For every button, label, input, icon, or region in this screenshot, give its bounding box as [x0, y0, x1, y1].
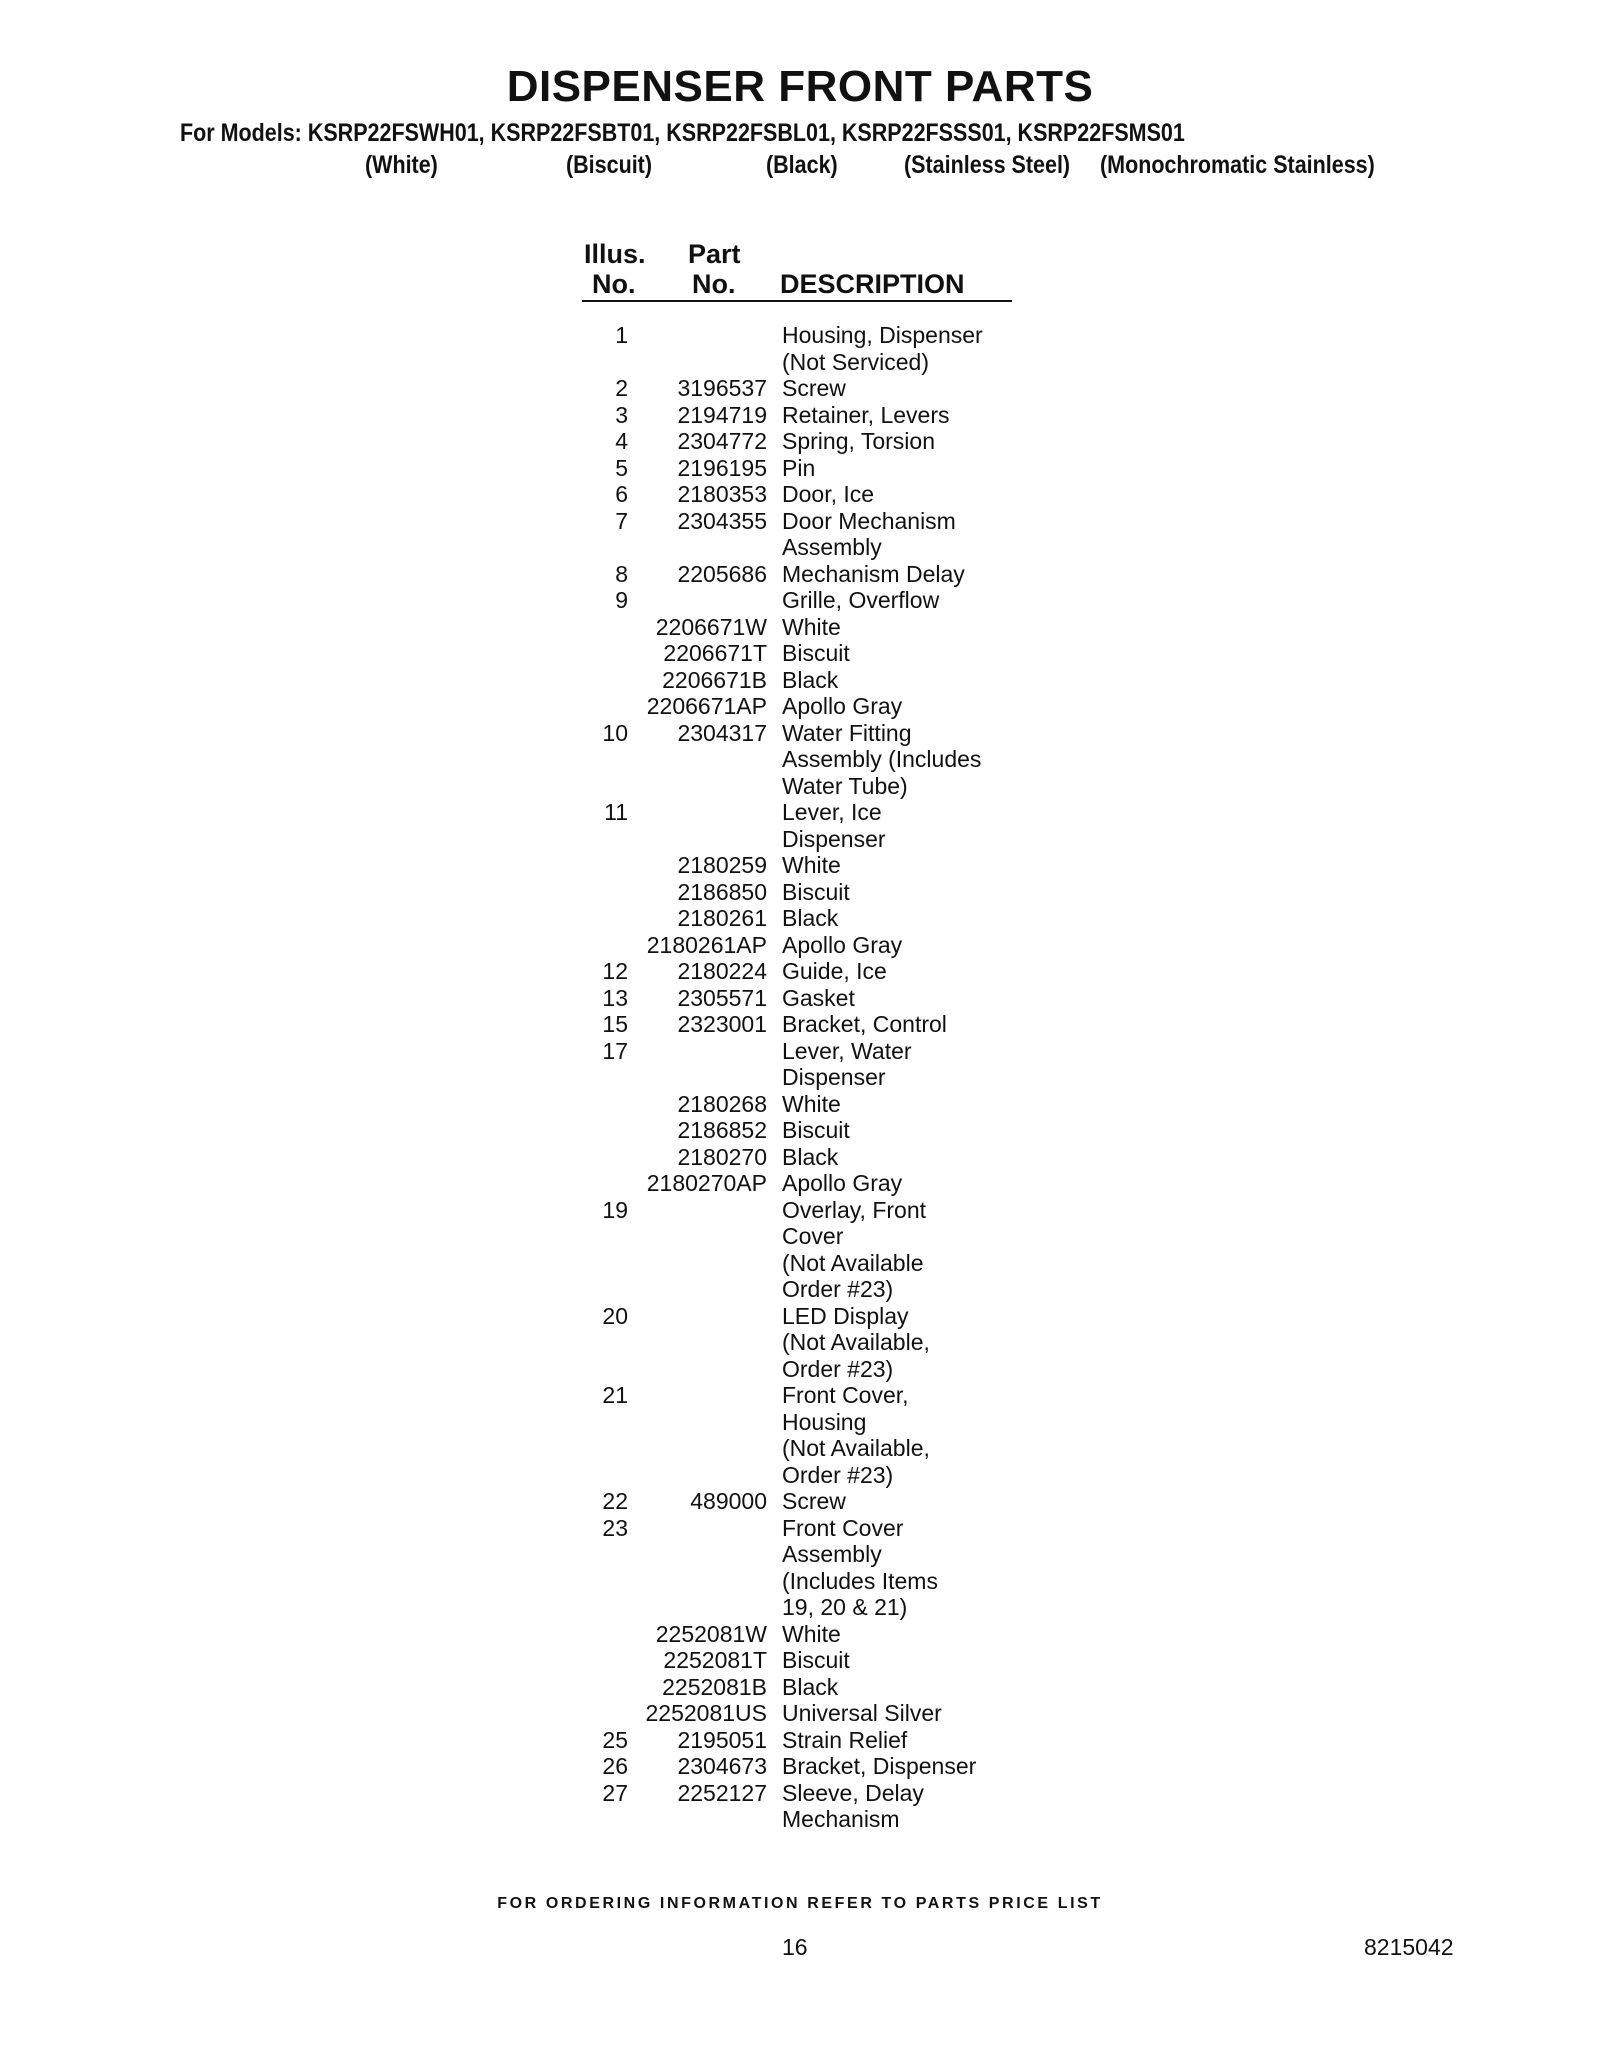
- illus-number: 9: [615, 587, 628, 613]
- table-row: [0, 375, 1600, 402]
- description: Assembly: [782, 534, 882, 560]
- part-number: 2186850: [677, 878, 767, 905]
- illus-number: 27: [602, 1779, 628, 1806]
- illus-number: 3: [615, 401, 628, 428]
- table-row: [0, 534, 1600, 561]
- column-header-description: DESCRIPTION: [780, 269, 965, 299]
- description: Black: [782, 666, 839, 693]
- table-row: [0, 402, 1600, 429]
- color-label-monochromatic-stainless: (Monochromatic Stainless): [1100, 151, 1375, 179]
- description: Assembly: [782, 1541, 882, 1567]
- illus-number: 21: [602, 1382, 628, 1408]
- illus-number: 23: [602, 1514, 628, 1541]
- part-number: 2180224: [677, 958, 767, 984]
- part-number: 2323001: [677, 1011, 767, 1037]
- table-row: [0, 932, 1600, 959]
- description: (Not Available,: [782, 1329, 930, 1355]
- illus-number: 20: [602, 1302, 628, 1329]
- table-row: [0, 1753, 1600, 1780]
- description: Pin: [782, 454, 816, 481]
- part-number: 2194719: [677, 401, 767, 428]
- description: Front Cover: [782, 1514, 904, 1541]
- page-title: DISPENSER FRONT PARTS: [506, 62, 1094, 111]
- illus-number: 12: [602, 958, 628, 984]
- table-row: [0, 1541, 1600, 1568]
- description: White: [782, 1090, 841, 1117]
- table-row: [0, 667, 1600, 694]
- table-row: [0, 1038, 1600, 1065]
- description: LED Display: [782, 1302, 909, 1329]
- part-number: 2180270AP: [646, 1170, 767, 1196]
- table-row: [0, 958, 1600, 985]
- description: 19, 20 & 21): [782, 1594, 908, 1620]
- table-row: [0, 1568, 1600, 1595]
- illus-number: 6: [615, 481, 628, 507]
- part-number: 2252081T: [663, 1647, 767, 1673]
- table-row: [0, 1780, 1600, 1807]
- table-row: [0, 1117, 1600, 1144]
- description: Assembly (Includes: [782, 746, 982, 772]
- part-number: 2196195: [677, 454, 767, 481]
- illus-number: 11: [604, 799, 628, 825]
- part-number: 2304317: [677, 719, 767, 746]
- description: Spring, Torsion: [782, 428, 935, 454]
- part-number: 2180270: [677, 1143, 767, 1170]
- description: Screw: [782, 375, 846, 401]
- part-number: 2304772: [677, 428, 767, 454]
- table-row: [0, 1594, 1600, 1621]
- part-number: 2304673: [677, 1753, 767, 1779]
- description: Strain Relief: [782, 1726, 908, 1753]
- description: Door Mechanism: [782, 507, 956, 534]
- illus-number: 4: [615, 428, 628, 454]
- description: Cover: [782, 1223, 844, 1249]
- part-number: 2252081W: [655, 1620, 767, 1647]
- table-row: [0, 1091, 1600, 1118]
- table-row: [0, 561, 1600, 588]
- table-row: [0, 1462, 1600, 1489]
- table-row: [0, 1356, 1600, 1383]
- table-row: [0, 614, 1600, 641]
- document-number: 8215042: [1364, 1934, 1454, 1960]
- table-row: [0, 508, 1600, 535]
- table-row: [0, 985, 1600, 1012]
- description: Sleeve, Delay: [782, 1779, 924, 1806]
- table-row: [0, 1727, 1600, 1754]
- description: Black: [782, 1673, 839, 1700]
- table-row: [0, 1515, 1600, 1542]
- table-row: [0, 852, 1600, 879]
- header-rule: [582, 300, 1012, 302]
- description: Dispenser: [782, 825, 886, 852]
- table-row: [0, 1409, 1600, 1436]
- parts-table: [0, 322, 1600, 1833]
- table-row: [0, 1674, 1600, 1701]
- description: Retainer, Levers: [782, 401, 950, 428]
- illus-number: 15: [602, 1011, 628, 1037]
- table-row: [0, 587, 1600, 614]
- description: (Not Available,: [782, 1435, 930, 1461]
- part-number: 2186852: [677, 1117, 767, 1143]
- part-number: 2180259: [677, 852, 767, 878]
- table-row: [0, 1621, 1600, 1648]
- table-row: [0, 1700, 1600, 1727]
- description: Bracket, Dispenser: [782, 1753, 977, 1779]
- description: (Not Available: [782, 1249, 924, 1276]
- illus-number: 8: [615, 560, 628, 587]
- part-number: 2252081B: [662, 1673, 767, 1700]
- description: Dispenser: [782, 1064, 886, 1090]
- description: Front Cover,: [782, 1382, 909, 1408]
- table-row: [0, 1435, 1600, 1462]
- description: Biscuit: [782, 878, 850, 905]
- description: Mechanism: [782, 1806, 900, 1832]
- description: (Includes Items: [782, 1567, 938, 1594]
- table-row: [0, 1647, 1600, 1674]
- illus-number: 19: [602, 1196, 628, 1223]
- part-number: 2180353: [677, 481, 767, 507]
- description: Apollo Gray: [782, 693, 903, 719]
- illus-number: 7: [615, 507, 628, 534]
- description: Overlay, Front: [782, 1196, 926, 1223]
- description: Housing: [782, 1408, 867, 1435]
- part-number: 2180261AP: [646, 931, 767, 958]
- illus-number: 13: [602, 984, 628, 1011]
- illus-number: 5: [615, 454, 628, 481]
- table-row: [0, 1250, 1600, 1277]
- table-row: [0, 693, 1600, 720]
- description: Apollo Gray: [782, 1170, 903, 1196]
- illus-number: 1: [615, 322, 628, 348]
- ordering-note: FOR ORDERING INFORMATION REFER TO PARTS PRICE LIST: [497, 1895, 1103, 1912]
- description: White: [782, 613, 841, 640]
- table-row: [0, 1329, 1600, 1356]
- table-row: [0, 1144, 1600, 1171]
- table-row: [0, 1806, 1600, 1833]
- description: Mechanism Delay: [782, 560, 965, 587]
- table-row: [0, 455, 1600, 482]
- description: Black: [782, 905, 839, 931]
- color-label-black: (Black): [766, 151, 838, 179]
- part-number: 2205686: [677, 560, 767, 587]
- column-header-illus-line2: No.: [592, 269, 636, 299]
- illus-number: 26: [602, 1753, 628, 1779]
- description: Guide, Ice: [782, 958, 887, 984]
- table-row: [0, 1382, 1600, 1409]
- part-number: 2252081US: [645, 1700, 767, 1726]
- table-row: [0, 1276, 1600, 1303]
- description: Biscuit: [782, 640, 850, 666]
- table-row: [0, 905, 1600, 932]
- table-row: [0, 322, 1600, 349]
- table-row: [0, 428, 1600, 455]
- description: Grille, Overflow: [782, 587, 940, 613]
- description: Water Tube): [782, 772, 908, 799]
- table-row: [0, 1488, 1600, 1515]
- color-label-stainless-steel: (Stainless Steel): [904, 151, 1071, 179]
- description: Screw: [782, 1488, 846, 1514]
- description: Lever, Water: [782, 1037, 912, 1064]
- part-number: 2206671W: [655, 613, 767, 640]
- table-row: [0, 799, 1600, 826]
- description: Universal Silver: [782, 1700, 942, 1726]
- description: Biscuit: [782, 1647, 850, 1673]
- illus-number: 22: [602, 1488, 628, 1514]
- description: Order #23): [782, 1355, 894, 1382]
- table-row: [0, 1303, 1600, 1330]
- table-row: [0, 1223, 1600, 1250]
- table-row: [0, 1064, 1600, 1091]
- illus-number: 10: [602, 719, 628, 746]
- part-number: 2305571: [677, 984, 767, 1011]
- page-number: 16: [782, 1934, 808, 1960]
- table-row: [0, 773, 1600, 800]
- part-number: 2304355: [677, 507, 767, 534]
- part-number: 2252127: [677, 1779, 767, 1806]
- description: Bracket, Control: [782, 1011, 947, 1037]
- description: Lever, Ice: [782, 799, 882, 825]
- description: Gasket: [782, 984, 855, 1011]
- description: Order #23): [782, 1461, 894, 1488]
- part-number: 3196537: [677, 375, 767, 401]
- part-number: 2206671B: [662, 666, 767, 693]
- table-row: [0, 640, 1600, 667]
- description: (Not Serviced): [782, 348, 929, 375]
- description: Biscuit: [782, 1117, 850, 1143]
- table-row: [0, 879, 1600, 906]
- table-row: [0, 720, 1600, 747]
- models-line: For Models: KSRP22FSWH01, KSRP22FSBT01, KSRP22FSBL01, KSRP22FSSS01, KSRP22FSMS01: [180, 119, 1185, 147]
- color-label-white: (White): [365, 151, 438, 179]
- table-row: [0, 1011, 1600, 1038]
- color-label-biscuit: (Biscuit): [566, 151, 652, 179]
- part-number: 2180261: [677, 905, 767, 931]
- description: White: [782, 1620, 841, 1647]
- table-row: [0, 746, 1600, 773]
- column-header-part-line1: Part: [688, 239, 741, 269]
- description: White: [782, 852, 841, 878]
- part-number: 2206671AP: [646, 693, 767, 719]
- illus-number: 25: [602, 1726, 628, 1753]
- table-row: [0, 1170, 1600, 1197]
- illus-number: 17: [602, 1037, 628, 1064]
- description: Door, Ice: [782, 481, 875, 507]
- description: Order #23): [782, 1276, 894, 1302]
- description: Water Fitting: [782, 719, 912, 746]
- part-number: 2180268: [677, 1090, 767, 1117]
- table-row: [0, 349, 1600, 376]
- description: Apollo Gray: [782, 931, 903, 958]
- description: Black: [782, 1143, 839, 1170]
- table-row: [0, 826, 1600, 853]
- illus-number: 2: [615, 375, 628, 401]
- description: Housing, Dispenser: [782, 322, 983, 348]
- table-row: [0, 481, 1600, 508]
- part-number: 2206671T: [663, 640, 767, 666]
- part-number: 2195051: [677, 1726, 767, 1753]
- column-header-part-line2: No.: [692, 269, 736, 299]
- table-row: [0, 1197, 1600, 1224]
- part-number: 489000: [690, 1488, 767, 1514]
- column-header-illus-line1: Illus.: [584, 239, 646, 269]
